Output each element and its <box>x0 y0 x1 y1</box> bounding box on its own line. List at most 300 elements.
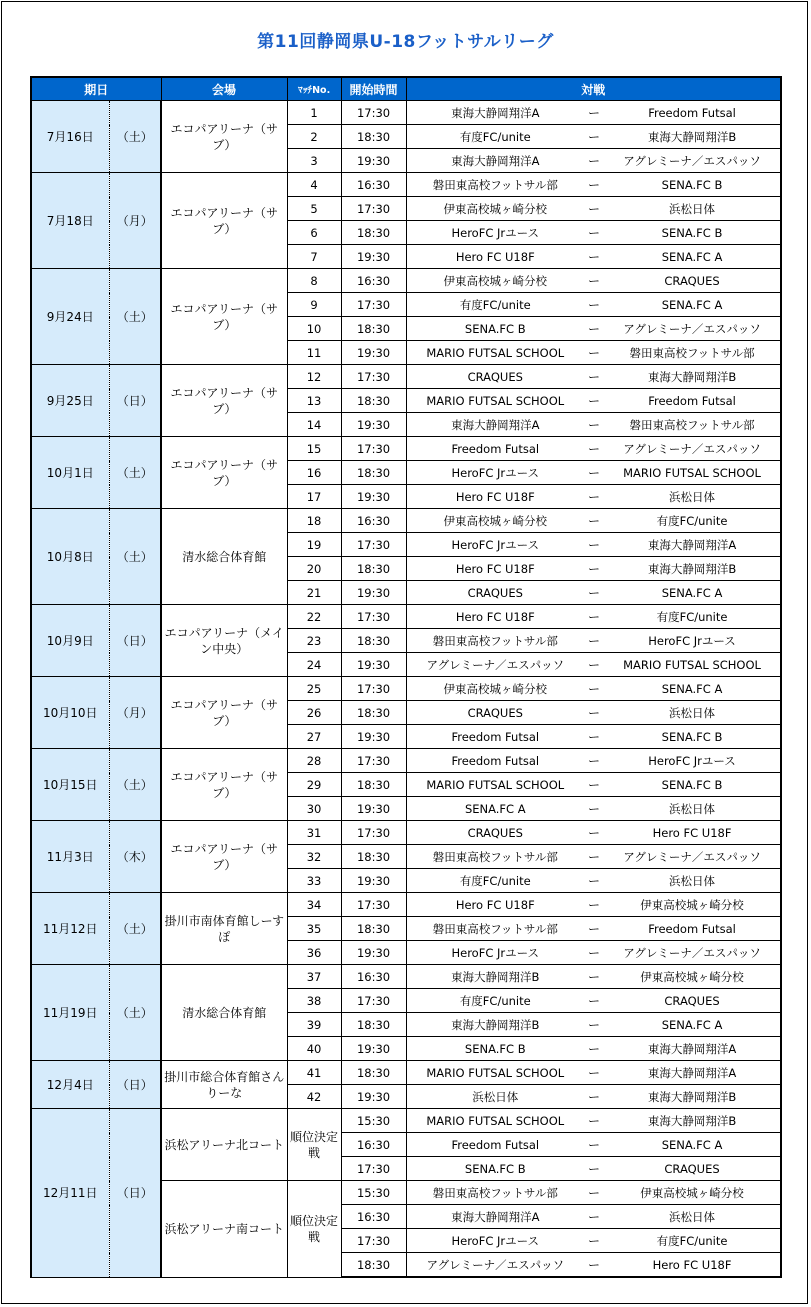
start-time: 18:30 <box>341 389 406 413</box>
page-title: 第11回静岡県U-18フットサルリーグ <box>257 32 554 52</box>
team-b: HeroFC Jrユース <box>604 629 781 653</box>
match-number: 16 <box>287 461 341 485</box>
match-weekday: （日） <box>109 1061 161 1109</box>
versus-dash: ー <box>584 1205 604 1229</box>
match-weekday: （土） <box>109 101 161 173</box>
venue-name: エコパアリーナ（サブ） <box>161 677 287 749</box>
versus-dash: ー <box>584 965 604 989</box>
team-b: アグレミーナ／エスパッソ <box>604 149 781 173</box>
start-time: 18:30 <box>341 461 406 485</box>
match-number: 11 <box>287 341 341 365</box>
team-b: 有度FC/unite <box>604 509 781 533</box>
venue-name: 掛川市南体育館しーすぽ <box>161 893 287 965</box>
match-number: 29 <box>287 773 341 797</box>
start-time: 19:30 <box>341 869 406 893</box>
venue-name: エコパアリーナ（サブ） <box>161 821 287 893</box>
match-row <box>31 509 781 533</box>
match-weekday: （日） <box>109 605 161 677</box>
match-number: 4 <box>287 173 341 197</box>
match-row <box>31 1109 781 1133</box>
start-time: 16:30 <box>341 1133 406 1157</box>
team-b: Hero FC U18F <box>604 1253 781 1278</box>
versus-dash: ー <box>584 605 604 629</box>
team-a: 磐田東高校フットサル部 <box>406 1181 584 1205</box>
match-number: 33 <box>287 869 341 893</box>
team-b: 磐田東高校フットサル部 <box>604 413 781 437</box>
match-number: 36 <box>287 941 341 965</box>
team-a: Freedom Futsal <box>406 725 584 749</box>
match-number: 7 <box>287 245 341 269</box>
team-b: SENA.FC B <box>604 773 781 797</box>
start-time: 18:30 <box>341 221 406 245</box>
header-venue: 会場 <box>161 77 287 101</box>
match-date: 11月19日 <box>31 965 109 1061</box>
match-number: 18 <box>287 509 341 533</box>
team-b: SENA.FC B <box>604 221 781 245</box>
team-a: 有度FC/unite <box>406 869 584 893</box>
match-number: 35 <box>287 917 341 941</box>
team-b: 東海大静岡翔洋A <box>604 1061 781 1085</box>
team-a: 伊東高校城ヶ崎分校 <box>406 677 584 701</box>
team-a: 東海大静岡翔洋A <box>406 101 584 125</box>
start-time: 17:30 <box>341 533 406 557</box>
versus-dash: ー <box>584 725 604 749</box>
team-b: SENA.FC B <box>604 725 781 749</box>
match-row <box>31 749 781 773</box>
team-b: アグレミーナ／エスパッソ <box>604 437 781 461</box>
team-b: SENA.FC A <box>604 677 781 701</box>
match-number: 38 <box>287 989 341 1013</box>
versus-dash: ー <box>584 485 604 509</box>
team-a: Hero FC U18F <box>406 245 584 269</box>
match-number: 37 <box>287 965 341 989</box>
match-number: 23 <box>287 629 341 653</box>
start-time: 18:30 <box>341 1253 406 1278</box>
team-b: 伊東高校城ヶ崎分校 <box>604 1181 781 1205</box>
match-number: 13 <box>287 389 341 413</box>
venue-name: エコパアリーナ（サブ） <box>161 365 287 437</box>
versus-dash: ー <box>584 989 604 1013</box>
versus-dash: ー <box>584 941 604 965</box>
team-a: Hero FC U18F <box>406 485 584 509</box>
match-row <box>31 893 781 917</box>
team-b: 東海大静岡翔洋B <box>604 365 781 389</box>
match-number: 14 <box>287 413 341 437</box>
header-row <box>31 77 781 101</box>
match-row <box>31 269 781 293</box>
header-match-no: ﾏｯﾁNo. <box>287 77 341 101</box>
versus-dash: ー <box>584 1037 604 1061</box>
versus-dash: ー <box>584 653 604 677</box>
match-row <box>31 605 781 629</box>
versus-dash: ー <box>584 1157 604 1181</box>
header-date: 期日 <box>31 77 161 101</box>
versus-dash: ー <box>584 389 604 413</box>
team-b: SENA.FC A <box>604 293 781 317</box>
team-a: MARIO FUTSAL SCHOOL <box>406 773 584 797</box>
team-a: CRAQUES <box>406 701 584 725</box>
match-number: 24 <box>287 653 341 677</box>
team-b: 磐田東高校フットサル部 <box>604 341 781 365</box>
team-a: 浜松日体 <box>406 1085 584 1109</box>
versus-dash: ー <box>584 341 604 365</box>
match-number: 6 <box>287 221 341 245</box>
match-weekday: （土） <box>109 893 161 965</box>
team-b: SENA.FC A <box>604 1013 781 1037</box>
team-a: 東海大静岡翔洋A <box>406 413 584 437</box>
team-b: 東海大静岡翔洋B <box>604 125 781 149</box>
match-date: 11月12日 <box>31 893 109 965</box>
start-time: 19:30 <box>341 653 406 677</box>
team-b: 伊東高校城ヶ崎分校 <box>604 965 781 989</box>
versus-dash: ー <box>584 629 604 653</box>
team-b: Freedom Futsal <box>604 101 781 125</box>
match-row <box>31 101 781 125</box>
match-date: 9月24日 <box>31 269 109 365</box>
match-weekday: （木） <box>109 821 161 893</box>
start-time: 17:30 <box>341 821 406 845</box>
venue-name: 掛川市総合体育館さんりーな <box>161 1061 287 1109</box>
team-a: Freedom Futsal <box>406 749 584 773</box>
versus-dash: ー <box>584 149 604 173</box>
match-number: 9 <box>287 293 341 317</box>
start-time: 17:30 <box>341 989 406 1013</box>
team-b: CRAQUES <box>604 269 781 293</box>
team-a: SENA.FC B <box>406 1157 584 1181</box>
team-a: 東海大静岡翔洋B <box>406 1013 584 1037</box>
venue-name: エコパアリーナ（サブ） <box>161 437 287 509</box>
match-weekday: （土） <box>109 437 161 509</box>
team-a: 磐田東高校フットサル部 <box>406 629 584 653</box>
team-a: HeroFC Jrユース <box>406 533 584 557</box>
versus-dash: ー <box>584 293 604 317</box>
versus-dash: ー <box>584 125 604 149</box>
team-a: Hero FC U18F <box>406 893 584 917</box>
team-a: CRAQUES <box>406 581 584 605</box>
match-row <box>31 437 781 461</box>
versus-dash: ー <box>584 101 604 125</box>
start-time: 17:30 <box>341 605 406 629</box>
team-a: Hero FC U18F <box>406 557 584 581</box>
start-time: 18:30 <box>341 917 406 941</box>
versus-dash: ー <box>584 245 604 269</box>
match-number: 8 <box>287 269 341 293</box>
versus-dash: ー <box>584 197 604 221</box>
team-a: 伊東高校城ヶ崎分校 <box>406 509 584 533</box>
team-b: CRAQUES <box>604 989 781 1013</box>
match-number: 41 <box>287 1061 341 1085</box>
match-number: 21 <box>287 581 341 605</box>
team-b: 東海大静岡翔洋A <box>604 533 781 557</box>
start-time: 19:30 <box>341 725 406 749</box>
start-time: 15:30 <box>341 1109 406 1133</box>
match-number: 32 <box>287 845 341 869</box>
match-number: 27 <box>287 725 341 749</box>
versus-dash: ー <box>584 749 604 773</box>
start-time: 19:30 <box>341 1085 406 1109</box>
venue-name: エコパアリーナ（サブ） <box>161 749 287 821</box>
match-date: 7月16日 <box>31 101 109 173</box>
match-number: 1 <box>287 101 341 125</box>
match-number: 19 <box>287 533 341 557</box>
versus-dash: ー <box>584 917 604 941</box>
match-row <box>31 173 781 197</box>
match-number: 26 <box>287 701 341 725</box>
versus-dash: ー <box>584 1061 604 1085</box>
start-time: 16:30 <box>341 509 406 533</box>
versus-dash: ー <box>584 581 604 605</box>
match-date: 7月18日 <box>31 173 109 269</box>
match-number: 3 <box>287 149 341 173</box>
team-b: 有度FC/unite <box>604 1229 781 1253</box>
start-time: 19:30 <box>341 581 406 605</box>
match-row <box>31 677 781 701</box>
versus-dash: ー <box>584 677 604 701</box>
start-time: 17:30 <box>341 1157 406 1181</box>
team-b: Hero FC U18F <box>604 821 781 845</box>
versus-dash: ー <box>584 1253 604 1278</box>
team-b: SENA.FC B <box>604 173 781 197</box>
venue-name: 浜松アリーナ南コート <box>161 1181 287 1278</box>
team-a: 磐田東高校フットサル部 <box>406 845 584 869</box>
start-time: 17:30 <box>341 1229 406 1253</box>
match-row <box>31 1061 781 1085</box>
team-a: HeroFC Jrユース <box>406 941 584 965</box>
team-a: Freedom Futsal <box>406 437 584 461</box>
match-number: 34 <box>287 893 341 917</box>
versus-dash: ー <box>584 773 604 797</box>
schedule-table <box>30 76 782 1278</box>
team-b: MARIO FUTSAL SCHOOL <box>604 653 781 677</box>
team-a: HeroFC Jrユース <box>406 1229 584 1253</box>
start-time: 17:30 <box>341 365 406 389</box>
match-number: 22 <box>287 605 341 629</box>
team-a: 磐田東高校フットサル部 <box>406 917 584 941</box>
match-weekday: （月） <box>109 173 161 269</box>
versus-dash: ー <box>584 1229 604 1253</box>
start-time: 18:30 <box>341 701 406 725</box>
team-a: 有度FC/unite <box>406 293 584 317</box>
team-a: HeroFC Jrユース <box>406 461 584 485</box>
versus-dash: ー <box>584 173 604 197</box>
start-time: 19:30 <box>341 797 406 821</box>
team-a: 有度FC/unite <box>406 989 584 1013</box>
team-a: 有度FC/unite <box>406 125 584 149</box>
team-b: SENA.FC A <box>604 1133 781 1157</box>
venue-name: 浜松アリーナ北コート <box>161 1109 287 1181</box>
team-b: 伊東高校城ヶ崎分校 <box>604 893 781 917</box>
match-number: 12 <box>287 365 341 389</box>
versus-dash: ー <box>584 869 604 893</box>
versus-dash: ー <box>584 413 604 437</box>
versus-dash: ー <box>584 845 604 869</box>
team-b: Freedom Futsal <box>604 917 781 941</box>
versus-dash: ー <box>584 701 604 725</box>
start-time: 16:30 <box>341 173 406 197</box>
match-number: 2 <box>287 125 341 149</box>
versus-dash: ー <box>584 269 604 293</box>
versus-dash: ー <box>584 437 604 461</box>
team-b: アグレミーナ／エスパッソ <box>604 317 781 341</box>
match-number: 15 <box>287 437 341 461</box>
match-date: 9月25日 <box>31 365 109 437</box>
team-b: 東海大静岡翔洋B <box>604 1109 781 1133</box>
header-matchup: 対戦 <box>406 77 781 101</box>
versus-dash: ー <box>584 365 604 389</box>
match-number: 40 <box>287 1037 341 1061</box>
match-row <box>31 965 781 989</box>
match-number: 17 <box>287 485 341 509</box>
venue-name: 清水総合体育館 <box>161 965 287 1061</box>
start-time: 17:30 <box>341 293 406 317</box>
schedule-body <box>31 101 781 1278</box>
team-a: MARIO FUTSAL SCHOOL <box>406 1109 584 1133</box>
start-time: 18:30 <box>341 557 406 581</box>
team-a: SENA.FC B <box>406 1037 584 1061</box>
team-a: CRAQUES <box>406 821 584 845</box>
start-time: 18:30 <box>341 629 406 653</box>
team-b: Freedom Futsal <box>604 389 781 413</box>
team-b: 浜松日体 <box>604 197 781 221</box>
team-a: SENA.FC A <box>406 797 584 821</box>
team-a: MARIO FUTSAL SCHOOL <box>406 341 584 365</box>
versus-dash: ー <box>584 317 604 341</box>
team-b: 浜松日体 <box>604 797 781 821</box>
start-time: 19:30 <box>341 1037 406 1061</box>
versus-dash: ー <box>584 533 604 557</box>
team-b: 浜松日体 <box>604 485 781 509</box>
start-time: 18:30 <box>341 317 406 341</box>
match-number: 30 <box>287 797 341 821</box>
team-a: 伊東高校城ヶ崎分校 <box>406 197 584 221</box>
match-date: 11月3日 <box>31 821 109 893</box>
team-b: SENA.FC A <box>604 581 781 605</box>
team-a: 東海大静岡翔洋A <box>406 149 584 173</box>
team-a: アグレミーナ／エスパッソ <box>406 1253 584 1278</box>
team-b: 浜松日体 <box>604 1205 781 1229</box>
start-time: 17:30 <box>341 677 406 701</box>
start-time: 18:30 <box>341 1013 406 1037</box>
match-date: 10月15日 <box>31 749 109 821</box>
team-a: HeroFC Jrユース <box>406 221 584 245</box>
versus-dash: ー <box>584 1181 604 1205</box>
match-weekday: （土） <box>109 749 161 821</box>
versus-dash: ー <box>584 797 604 821</box>
team-a: Hero FC U18F <box>406 605 584 629</box>
start-time: 17:30 <box>341 893 406 917</box>
team-a: 磐田東高校フットサル部 <box>406 173 584 197</box>
versus-dash: ー <box>584 1133 604 1157</box>
venue-name: 清水総合体育館 <box>161 509 287 605</box>
match-weekday: （土） <box>109 965 161 1061</box>
versus-dash: ー <box>584 1013 604 1037</box>
start-time: 19:30 <box>341 341 406 365</box>
match-date: 10月10日 <box>31 677 109 749</box>
team-b: SENA.FC A <box>604 245 781 269</box>
versus-dash: ー <box>584 557 604 581</box>
match-weekday: （土） <box>109 509 161 605</box>
match-weekday: （日） <box>109 1109 161 1278</box>
ranking-match-label: 順位決定戦 <box>287 1109 341 1181</box>
start-time: 17:30 <box>341 101 406 125</box>
venue-name: エコパアリーナ（サブ） <box>161 173 287 269</box>
match-number: 10 <box>287 317 341 341</box>
start-time: 18:30 <box>341 845 406 869</box>
match-weekday: （日） <box>109 365 161 437</box>
start-time: 18:30 <box>341 1061 406 1085</box>
start-time: 18:30 <box>341 125 406 149</box>
team-a: 東海大静岡翔洋B <box>406 965 584 989</box>
versus-dash: ー <box>584 1085 604 1109</box>
start-time: 17:30 <box>341 749 406 773</box>
team-b: 東海大静岡翔洋B <box>604 557 781 581</box>
start-time: 19:30 <box>341 485 406 509</box>
match-row <box>31 365 781 389</box>
match-date: 10月1日 <box>31 437 109 509</box>
header-start-time: 開始時間 <box>341 77 406 101</box>
team-b: 東海大静岡翔洋B <box>604 1085 781 1109</box>
match-date: 10月8日 <box>31 509 109 605</box>
start-time: 19:30 <box>341 413 406 437</box>
team-a: CRAQUES <box>406 365 584 389</box>
versus-dash: ー <box>584 893 604 917</box>
team-a: MARIO FUTSAL SCHOOL <box>406 1061 584 1085</box>
start-time: 19:30 <box>341 941 406 965</box>
match-number: 39 <box>287 1013 341 1037</box>
match-number: 25 <box>287 677 341 701</box>
versus-dash: ー <box>584 509 604 533</box>
match-number: 42 <box>287 1085 341 1109</box>
start-time: 17:30 <box>341 197 406 221</box>
team-a: MARIO FUTSAL SCHOOL <box>406 389 584 413</box>
versus-dash: ー <box>584 821 604 845</box>
team-b: アグレミーナ／エスパッソ <box>604 941 781 965</box>
match-date: 10月9日 <box>31 605 109 677</box>
team-b: HeroFC Jrユース <box>604 749 781 773</box>
team-a: Freedom Futsal <box>406 1133 584 1157</box>
match-weekday: （月） <box>109 677 161 749</box>
team-a: 東海大静岡翔洋A <box>406 1205 584 1229</box>
match-date: 12月11日 <box>31 1109 109 1278</box>
start-time: 16:30 <box>341 1205 406 1229</box>
match-number: 31 <box>287 821 341 845</box>
team-b: CRAQUES <box>604 1157 781 1181</box>
start-time: 16:30 <box>341 965 406 989</box>
team-a: SENA.FC B <box>406 317 584 341</box>
team-b: 浜松日体 <box>604 869 781 893</box>
versus-dash: ー <box>584 461 604 485</box>
versus-dash: ー <box>584 221 604 245</box>
team-b: MARIO FUTSAL SCHOOL <box>604 461 781 485</box>
team-b: 有度FC/unite <box>604 605 781 629</box>
match-date: 12月4日 <box>31 1061 109 1109</box>
start-time: 19:30 <box>341 149 406 173</box>
venue-name: エコパアリーナ（サブ） <box>161 269 287 365</box>
team-b: 東海大静岡翔洋A <box>604 1037 781 1061</box>
team-a: アグレミーナ／エスパッソ <box>406 653 584 677</box>
match-number: 20 <box>287 557 341 581</box>
match-weekday: （土） <box>109 269 161 365</box>
start-time: 16:30 <box>341 269 406 293</box>
start-time: 19:30 <box>341 245 406 269</box>
versus-dash: ー <box>584 1109 604 1133</box>
start-time: 15:30 <box>341 1181 406 1205</box>
team-b: 浜松日体 <box>604 701 781 725</box>
team-a: 伊東高校城ヶ崎分校 <box>406 269 584 293</box>
match-number: 28 <box>287 749 341 773</box>
start-time: 18:30 <box>341 773 406 797</box>
venue-name: エコパアリーナ（メイン中央） <box>161 605 287 677</box>
